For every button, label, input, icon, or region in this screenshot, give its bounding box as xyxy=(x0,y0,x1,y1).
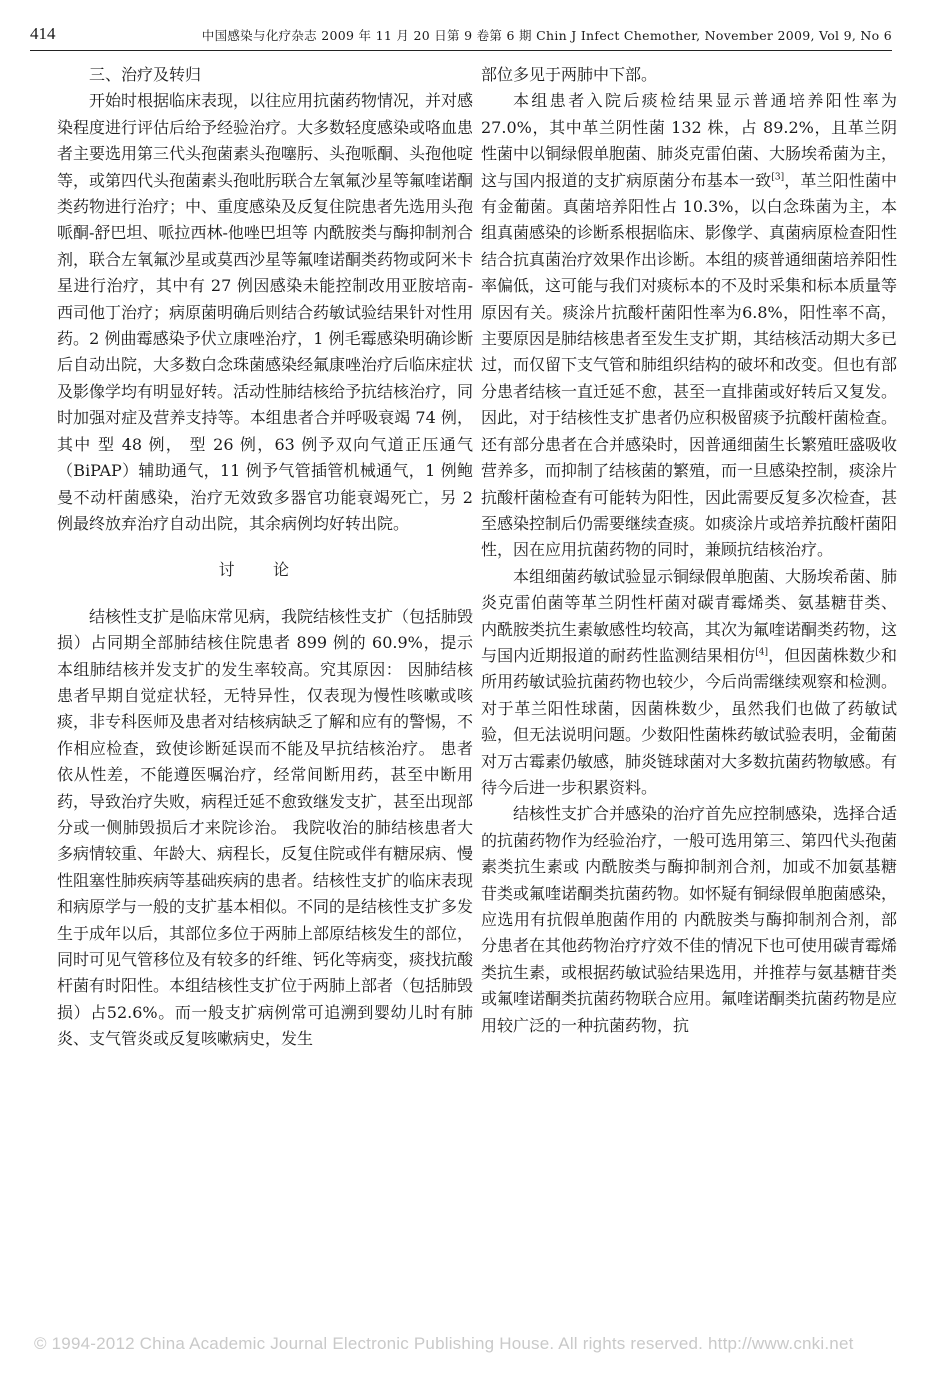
susceptibility-paragraph xyxy=(481,564,897,802)
continuation-text: 部位多见于两肺中下部。 xyxy=(481,65,658,84)
sputum-paragraph xyxy=(481,88,897,563)
copyright-watermark: © 1994-2012 China Academic Journal Electronic Publishing House. All rights reserved. http://www.cnki.net xyxy=(34,1334,854,1353)
right-column xyxy=(481,62,897,1039)
sputum-text-1: 本组患者入院后痰检结果显示普通培养阳性率为 27.0%，其中革兰阴性菌 132 株，占 89.2%，且革兰阴性菌中以铜绿假单胞菌、肺炎克雷伯菌、大肠埃希菌为主，这与国内报道的支扩病原菌分布基本一致 xyxy=(481,91,898,190)
treatment-subheading: 三、治疗及转归 xyxy=(89,65,202,84)
susceptibility-text-2: ，但因菌株数少和所用药敏试验抗菌药物也较少，今后尚需继续观察和检测。对于革兰阳性球菌，因菌株数少，虽然我们也做了药敏试验，但无法说明问题。少数阳性菌株药敏试验表明，金葡菌对万古霉素仍敏感，肺炎链球菌对大多数抗菌药物敏感。有待今后进一步积累资料。 xyxy=(481,645,898,797)
susceptibility-text-1: 本组细菌药敏试验显示铜绿假单胞菌、大肠埃希菌、肺炎克雷伯菌等革兰阴性杆菌对碳青霉烯类、氨基糖苷类、 内酰胺类抗生素敏感性均较高，其次为氟喹诺酮类药物，这与国内近期报道的耐药性监测结果相仿 xyxy=(481,566,898,665)
therapy-paragraph: 结核性支扩合并感染的治疗首先应控制感染，选择合适的抗菌药物作为经验治疗，一般可选用第三、第四代头孢菌素类抗生素或 内酰胺类与酶抑制剂合剂，加或不加氨基糖苷类或氟喹诺酮类抗菌药物。如怀疑有铜绿假单胞菌感染，应选用有抗假单胞菌作用的 内酰胺类与酶抑制剂合剂，部分患者在其他药物治疗疗效不佳的情况下也可使用碳青霉烯类抗生素，或根据药敏试验结果选用，并推荐与氨基糖苷类或氟喹诺酮类抗菌药物联合应用。氟喹诺酮类抗菌药物是应用较广泛的一种抗菌药物，抗 xyxy=(481,804,898,1035)
discussion-heading: 讨论 xyxy=(218,560,328,580)
running-header xyxy=(30,22,892,51)
discussion-paragraph: 结核性支扩是临床常见病，我院结核性支扩（包括肺毁损）占同期全部肺结核住院患者 899 例的 60.9%，提示本组肺结核并发支扩的发生率较高。究其原因： 因肺结核患者早期自觉症状轻，无特异性，仅表现为慢性咳嗽或咳痰，非专科医师及患者对结核病缺乏了解和应有的警惕，不作相应检查，致使诊断延误而不能及早抗结核治疗。 患者依从性差，不能遵医嘱治疗，经常间断用药，甚至中断用药，导致治疗失败，病程迁延不愈致继发支扩，甚至出现部分或一侧肺毁损后才来院诊治。 我院收治的肺结核患者大多病情较重、年龄大、病程长，反复住院或伴有糖尿病、慢性阻塞性肺疾病等基础疾病的患者。结核性支扩的临床表现和病原学与一般的支扩基本相似。不同的是结核性支扩多发生于成年以后，其部位多位于两肺上部原结核发生的部位，同时可见气管移位及有较多的纤维、钙化等病变，痰找抗酸杆菌有时阳性。本组结核性支扩位于两肺上部者（包括肺毁损）占52.6%。而一般支扩病例常可追溯到婴幼儿时有肺炎、支气管炎或反复咳嗽病史，发生 xyxy=(57,606,474,1049)
citation-3: [3] xyxy=(771,172,785,183)
journal-citation: 中国感染与化疗杂志 2009 年 11 月 20 日第 9 卷第 6 期 Chin J Infect Chemother, November 2009, Vol 9, No 6 xyxy=(201,28,892,43)
citation-4: [4] xyxy=(755,647,768,658)
left-column xyxy=(57,62,473,1053)
page-number: 414 xyxy=(30,24,56,43)
sputum-text-2: ，革兰阳性菌中有金葡菌。真菌培养阳性占 10.3%，以白念珠菌为主，本组真菌感染的诊断系根据临床、影像学、真菌病原检查阳性结合抗真菌治疗效果作出诊断。本组的痰普通细菌培养阳性率偏低，这可能与我们对痰标本的不及时采集和标本质量等原因有关。痰涂片抗酸杆菌阳性率为6.8%，阳性率不高，主要原因是肺结核患者至发生支扩期，其结核活动期大多已过，而仅留下支气管和肺组织结构的破坏和改变。但也有部分患者结核一直迁延不愈，甚至一直排菌或好转后又复发。因此，对于结核性支扩患者仍应积极留痰予抗酸杆菌检查。还有部分患者在合并感染时，因普通细菌生长繁殖旺盛吸收营养多，而抑制了结核菌的繁殖，而一旦感染控制，痰涂片抗酸杆菌检查有可能转为阳性，因此需要反复多次检查，甚至感染控制后仍需要继续查痰。如痰涂片或培养抗酸杆菌阳性，因在应用抗菌药物的同时，兼顾抗结核治疗。 xyxy=(481,170,898,560)
treatment-paragraph: 开始时根据临床表现，以往应用抗菌药物情况，并对感染程度进行评估后给予经验治疗。大多数轻度感染或咯血患者主要选用第三代头孢菌素头孢噻肟、头孢哌酮、头孢他啶等，或第四代头孢菌素头孢吡肟联合左氧氟沙星等氟喹诺酮类药物进行治疗；中、重度感染及反复住院患者先选用头孢哌酮-舒巴坦、哌拉西林-他唑巴坦等 内酰胺类与酶抑制剂合剂，联合左氧氟沙星或莫西沙星等氟喹诺酮类药物或阿米卡星进行治疗，其中有 27 例因感染未能控制改用亚胺培南-西司他丁治疗；病原菌明确后则结合药敏试验结果针对性用药。2 例曲霉感染予伏立康唑治疗，1 例毛霉感染明确诊断后自动出院，大多数白念珠菌感染经氟康唑治疗后临床症状及影像学均有明显好转。活动性肺结核给予抗结核治疗，同时加强对症及营养支持等。本组患者合并呼吸衰竭 74 例，其中 型 48 例， 型 26 例，63 例予双向气道正压通气（BiPAP）辅助通气，11 例予气管插管机械通气，1 例鲍曼不动杆菌感染，治疗无效致多器官功能衰竭死亡，另 2 例最终放弃治疗自动出院，其余病例均好转出院。 xyxy=(57,91,474,533)
